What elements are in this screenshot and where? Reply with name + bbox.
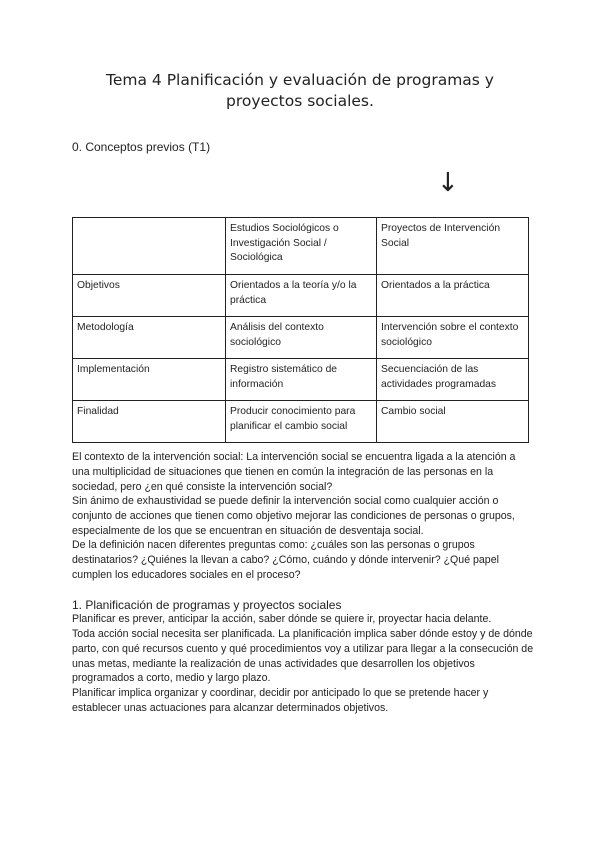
table-cell: Finalidad	[73, 401, 226, 443]
table-cell: Producir conocimiento para planificar el cambio social	[226, 401, 377, 443]
table-header-row	[73, 218, 529, 275]
table-cell: Metodología	[73, 317, 226, 359]
section-heading: 1. Planificación de programas y proyectos sociales	[72, 598, 342, 612]
table-cell: Secuenciación de las actividades programadas	[377, 359, 529, 401]
table-cell: Implementación	[73, 359, 226, 401]
table-cell: Proyectos de Intervención Social	[377, 218, 529, 275]
table-cell: Registro sistemático de información	[226, 359, 377, 401]
definition-paragraph: Sin ánimo de exhaustividad se puede definir la intervención social como cualquier acción o conjunto de acciones que tienen como objetivo mejorar las condiciones de personas o grupos, especialmente de los que se encuentran en situación de desventaja social.	[72, 495, 515, 537]
questions-paragraph: De la definición nacen diferentes preguntas como: ¿cuáles son las personas o grupos destinatarios? ¿Quiénes la llevan a cabo? ¿Cómo, cuándo y dónde intervenir? ¿Qué papel cumplen los educadores sociales en el proceso?	[72, 539, 499, 581]
table-cell	[73, 218, 226, 275]
table-cell: Objetivos	[73, 275, 226, 317]
section-paragraph: Planificar es prever, anticipar la acción, saber dónde se quiere ir, proyectar hacia delante.	[72, 613, 492, 625]
intro-paragraph: El contexto de la intervención social: La intervención social se encuentra ligada a la atención a una multiplicidad de situaciones que tienen en común la integración de las personas en la sociedad, pero ¿en qué consiste la intervención social?	[72, 451, 516, 493]
page-title: Tema 4 Planificación y evaluación de programas y proyectos sociales.	[106, 71, 494, 110]
table-cell: Análisis del contexto sociológico	[226, 317, 377, 359]
table-row	[73, 275, 529, 317]
previous-concepts-heading: 0. Conceptos previos (T1)	[72, 140, 211, 154]
table-cell: Orientados a la práctica	[377, 275, 529, 317]
down-arrow-icon: ↓	[437, 168, 459, 198]
table-cell: Intervención sobre el contexto sociológico	[377, 317, 529, 359]
table-row	[73, 401, 529, 443]
section-paragraph: Toda acción social necesita ser planificada. La planificación implica saber dónde estoy y de dónde parto, con qué recursos cuento y qué procedimientos voy a utilizar para llegar a la consecución de unas metas, mediante la realización de unas actividades que desarrollen los objetivos programados a corto, medio y largo plazo.	[72, 628, 534, 685]
concepts-table	[72, 217, 529, 443]
table-row	[73, 359, 529, 401]
table-cell: Cambio social	[377, 401, 529, 443]
table-cell: Orientados a la teoría y/o la práctica	[226, 275, 377, 317]
table-cell: Estudios Sociológicos o Investigación Social / Sociológica	[226, 218, 377, 275]
section-paragraph: Planificar implica organizar y coordinar, decidir por anticipado lo que se pretende hacer y establecer unas actuaciones para alcanzar determinados objetivos.	[72, 687, 489, 714]
table-row	[73, 317, 529, 359]
